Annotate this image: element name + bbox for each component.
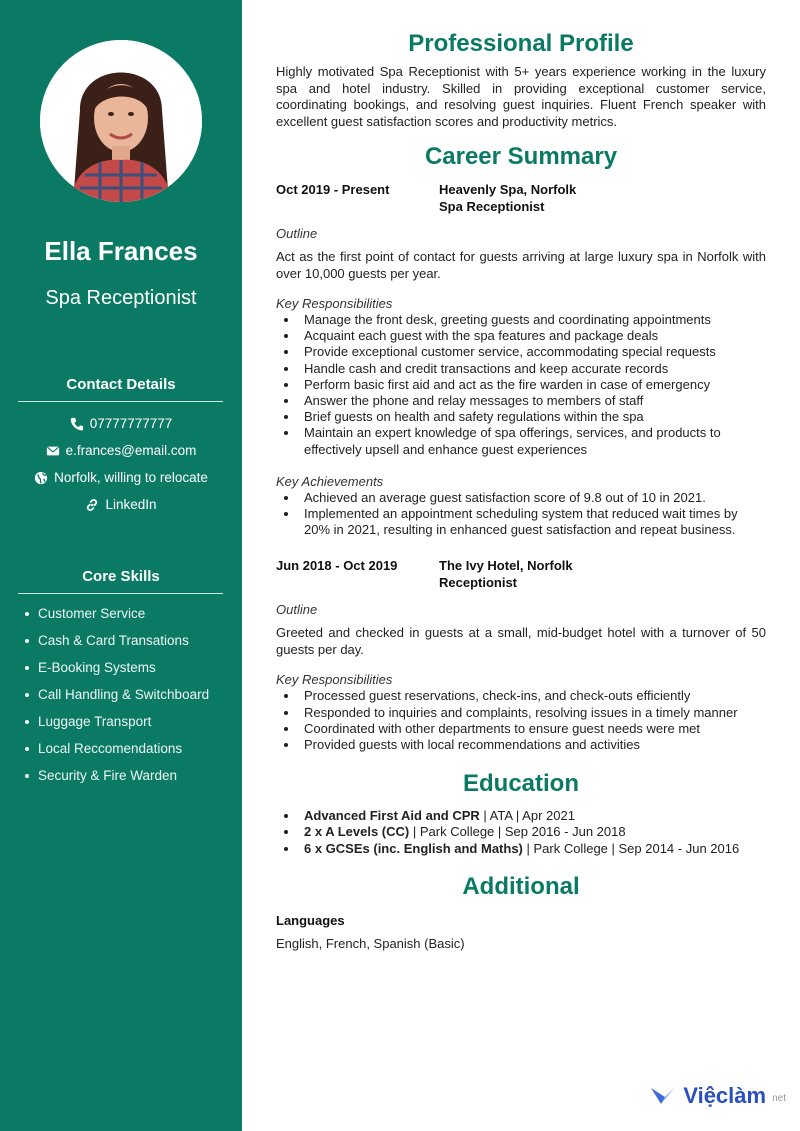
- list-item: Maintain an expert knowledge of spa offerings, services, and products to effectively upsell and enhance guest experiences: [276, 425, 766, 457]
- education-qualification: Advanced First Aid and CPR: [304, 808, 480, 824]
- education-item: [276, 841, 766, 857]
- contact-phone: [0, 410, 242, 437]
- contact-phone-text[interactable]: 07777777777: [89, 415, 173, 431]
- job-company: Heavenly Spa, Norfolk: [439, 182, 577, 197]
- skill-item: Local Reccomendations: [22, 738, 232, 765]
- additional-title: Additional: [462, 872, 580, 900]
- globe-icon: [34, 471, 48, 485]
- responsibilities-label: Key Responsibilities: [276, 296, 393, 311]
- watermark-logo: [649, 1083, 786, 1109]
- education-details: | Park College | Sep 2016 - Jun 2018: [409, 824, 626, 840]
- candidate-role: Spa Receptionist: [45, 287, 197, 309]
- sidebar: [0, 0, 242, 1131]
- contact-divider: [18, 401, 223, 402]
- profile-photo: [40, 40, 202, 202]
- phone-icon: [70, 417, 84, 431]
- languages-label: Languages: [276, 912, 345, 928]
- skills-list: [22, 603, 232, 792]
- list-item: Answer the phone and relay messages to members of staff: [276, 393, 766, 409]
- list-item: Provide exceptional customer service, accommodating special requests: [276, 344, 766, 360]
- profile-text: Highly motivated Spa Receptionist with 5+ years experience working in the luxury spa and hotel industry. Skilled in providing exceptional customer service, coordinating bookings, and resolving guest inquiries. Fluent French speaker with excellent guest satisfaction scores and productivity metrics.: [276, 64, 766, 129]
- brand-icon: [649, 1085, 677, 1107]
- skill-item: Call Handling & Switchboard: [22, 684, 232, 711]
- education-details: | ATA | Apr 2021: [479, 808, 575, 824]
- list-item: Acquaint each guest with the spa features and package deals: [276, 328, 766, 344]
- list-item: Perform basic first aid and act as the fire warden in case of emergency: [276, 377, 766, 393]
- skill-item: Luggage Transport: [22, 711, 232, 738]
- career-title: Career Summary: [424, 143, 618, 170]
- main-content: [276, 30, 766, 952]
- job-outline: Act as the first point of contact for guests arriving at large luxury spa in Norfolk with over 10,000 guests per year.: [276, 249, 766, 281]
- list-item: Implemented an appointment scheduling system that reduced wait times by 20% in 2021, resulting in enhanced guest satisfaction and repeat business.: [276, 506, 766, 538]
- education-item: [276, 808, 766, 824]
- education-qualification: 6 x GCSEs (inc. English and Maths): [304, 840, 523, 856]
- job-company: The Ivy Hotel, Norfolk: [439, 558, 573, 574]
- education-details: | Park College | Sep 2014 - Jun 2016: [522, 840, 740, 856]
- candidate-name: Ella Frances: [44, 236, 198, 266]
- responsibilities-list: [276, 312, 766, 458]
- outline-label: Outline: [276, 602, 318, 618]
- job-header: [276, 558, 766, 591]
- contact-linkedin-text[interactable]: LinkedIn: [105, 496, 157, 512]
- contact-email: [0, 437, 242, 464]
- education-title: Education: [462, 770, 579, 798]
- job-header: [276, 182, 766, 215]
- list-item: Manage the front desk, greeting guests and coordinating appointments: [276, 312, 766, 328]
- list-item: Achieved an average guest satisfaction score of 9.8 out of 10 in 2021.: [276, 490, 766, 506]
- achievements-label: Key Achievements: [276, 473, 384, 489]
- skill-item: Cash & Card Transations: [22, 630, 232, 657]
- envelope-icon: [46, 444, 60, 458]
- job-dates: Jun 2018 - Oct 2019: [276, 558, 398, 574]
- brand-name: Việclàm: [683, 1083, 767, 1108]
- list-item: Handle cash and credit transactions and keep accurate records: [276, 361, 766, 377]
- list-item: Responded to inquiries and complaints, resolving issues in a timely manner: [276, 705, 766, 721]
- skill-item: Security & Fire Warden: [22, 765, 232, 792]
- job-outline: Greeted and checked in guests at a small, mid-budget hotel with a turnover of 50 guests per day.: [276, 625, 766, 657]
- list-item: Brief guests on health and safety regulations within the spa: [276, 409, 766, 425]
- list-item: Provided guests with local recommendations and activities: [276, 737, 766, 753]
- link-icon: [85, 498, 99, 512]
- contact-list: [0, 410, 242, 518]
- skill-item: Customer Service: [22, 603, 232, 630]
- list-item: Coordinated with other departments to ensure guest needs were met: [276, 721, 766, 737]
- achievements-list: [276, 490, 766, 539]
- contact-heading: Contact Details: [66, 376, 176, 393]
- contact-location: [0, 464, 242, 491]
- job-position: Spa Receptionist: [439, 198, 545, 214]
- profile-title: Professional Profile: [408, 30, 634, 57]
- contact-email-text[interactable]: e.frances@email.com: [65, 442, 197, 458]
- contact-location-text: Norfolk, willing to relocate: [54, 469, 208, 485]
- education-qualification: 2 x A Levels (CC): [304, 824, 410, 840]
- skills-divider: [18, 593, 223, 594]
- skill-item: E-Booking Systems: [22, 657, 232, 684]
- job-entry: [276, 182, 766, 538]
- brand-suffix: net: [772, 1093, 786, 1104]
- responsibilities-list: [276, 688, 766, 753]
- skills-heading: Core Skills: [82, 568, 160, 585]
- job-entry: [276, 558, 766, 753]
- job-dates: Oct 2019 - Present: [276, 182, 390, 197]
- responsibilities-label: Key Responsibilities: [276, 672, 393, 688]
- contact-linkedin: [0, 491, 242, 518]
- list-item: Processed guest reservations, check-ins, and check-outs efficiently: [276, 688, 766, 704]
- outline-label: Outline: [276, 226, 318, 241]
- education-item: [276, 824, 766, 840]
- job-position: Receptionist: [439, 574, 518, 590]
- education-list: [276, 808, 766, 857]
- languages-text: English, French, Spanish (Basic): [276, 935, 465, 951]
